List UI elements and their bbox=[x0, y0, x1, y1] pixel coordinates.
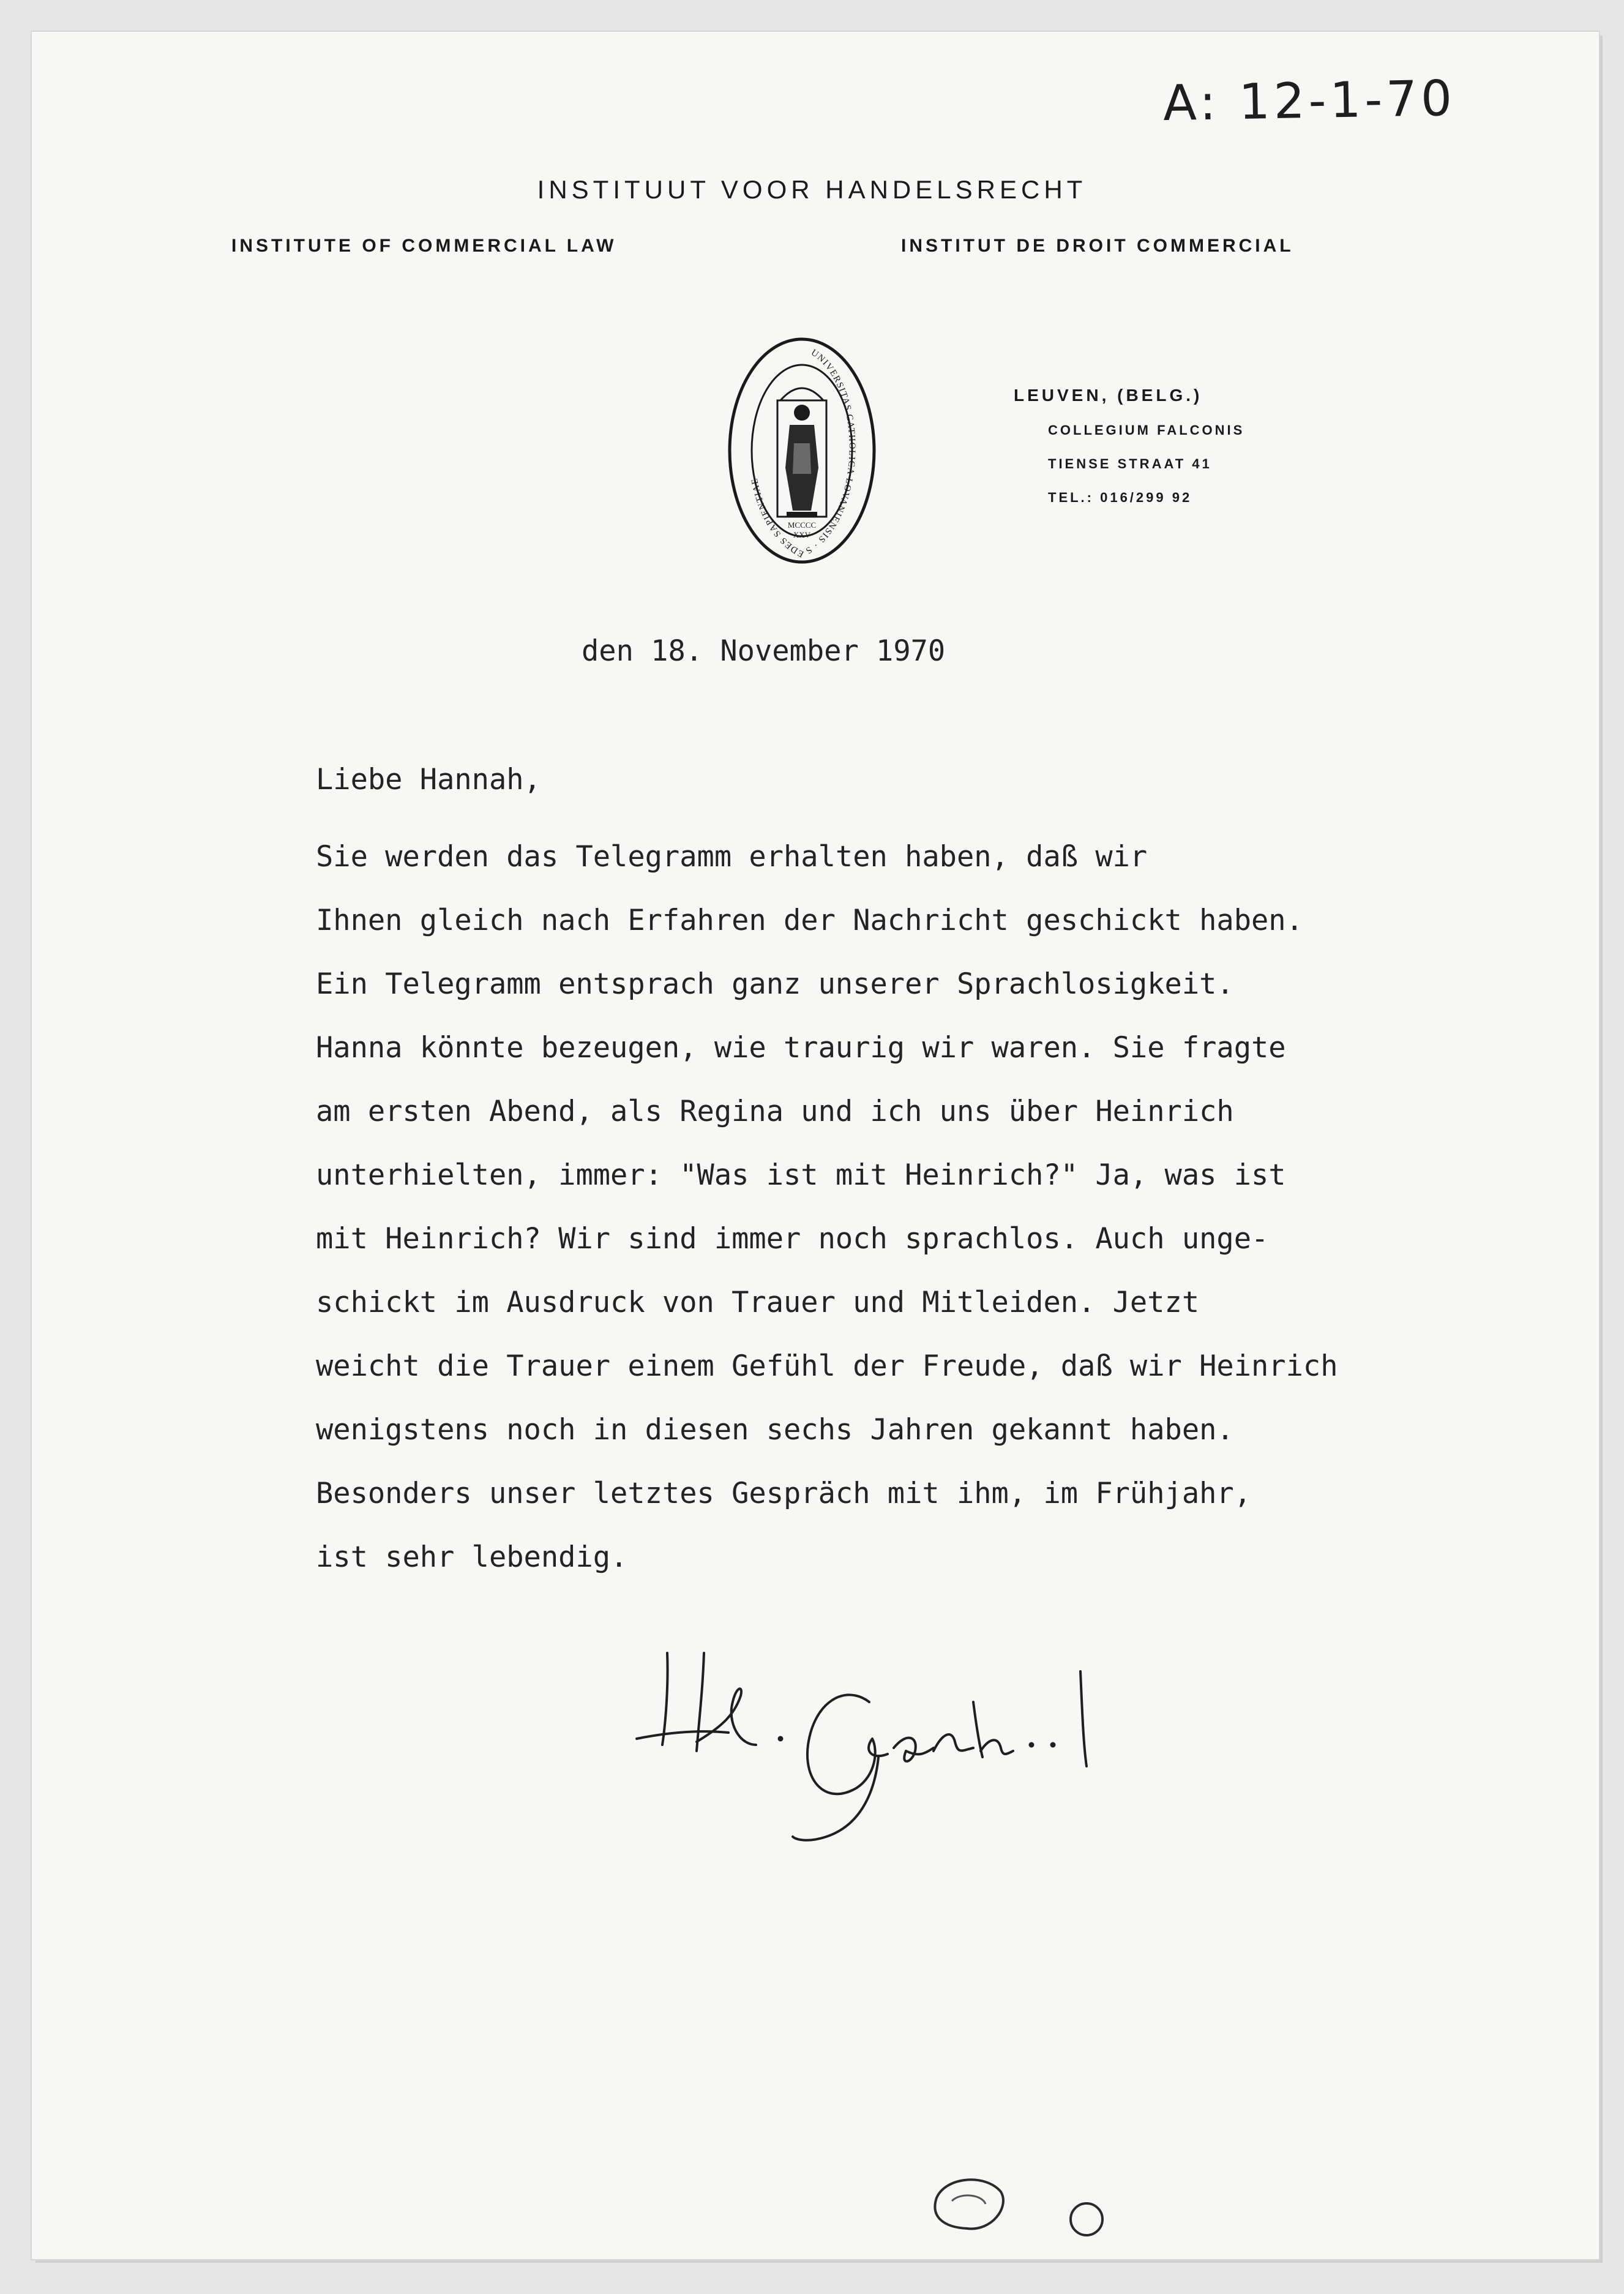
punch-hole bbox=[1065, 2198, 1108, 2241]
svg-text:XXV: XXV bbox=[793, 530, 811, 539]
body-line: mit Heinrich? Wir sind immer noch sprachlos. Auch unge- bbox=[316, 1222, 1269, 1256]
svg-text:UNIVERSITAS CATHOLICA LOVANIEN: UNIVERSITAS CATHOLICA LOVANIENSIS · SEDES SAPIENTIAE bbox=[749, 347, 857, 559]
letter-salutation: Liebe Hannah, bbox=[316, 763, 541, 797]
body-line: wenigstens noch in diesen sechs Jahren gekannt haben. bbox=[316, 1413, 1234, 1447]
letter-date: den 18. November 1970 bbox=[582, 634, 946, 668]
body-line: schickt im Ausdruck von Trauer und Mitleiden. Jetzt bbox=[316, 1286, 1200, 1319]
address-line-1: COLLEGIUM FALCONIS bbox=[1048, 422, 1245, 438]
body-line: Hanna könnte bezeugen, wie traurig wir waren. Sie fragte bbox=[316, 1031, 1286, 1065]
body-line: Ihnen gleich nach Erfahren der Nachricht geschickt haben. bbox=[316, 904, 1303, 937]
address-city: LEUVEN, (BELG.) bbox=[1014, 386, 1203, 405]
body-line: unterhielten, immer: "Was ist mit Heinrich?" Ja, was ist bbox=[316, 1158, 1286, 1192]
letterhead-subtitle-fr: INSTITUT DE DROIT COMMERCIAL bbox=[901, 236, 1294, 256]
letterhead-title: INSTITUUT VOOR HANDELSRECHT bbox=[537, 175, 1087, 204]
address-phone: TEL.: 016/299 92 bbox=[1048, 490, 1192, 505]
university-seal-icon bbox=[725, 333, 878, 568]
letterhead-subtitle-en: INSTITUTE OF COMMERCIAL LAW bbox=[231, 236, 617, 256]
body-line: am ersten Abend, als Regina und ich uns über Heinrich bbox=[316, 1095, 1234, 1128]
body-line: Sie werden das Telegramm erhalten haben, daß wir bbox=[316, 840, 1148, 874]
body-line: weicht die Trauer einem Gefühl der Freude, daß wir Heinrich bbox=[316, 1349, 1338, 1383]
body-line: Besonders unser letztes Gespräch mit ihm, im Frühjahr, bbox=[316, 1477, 1252, 1510]
svg-text:MCCCC: MCCCC bbox=[787, 520, 817, 530]
archive-reference: A: 12-1-70 bbox=[1162, 69, 1456, 132]
handwritten-signature bbox=[631, 1629, 1120, 1873]
address-line-2: TIENSE STRAAT 41 bbox=[1048, 456, 1212, 471]
paper-stain bbox=[918, 2167, 1016, 2241]
body-line: Ein Telegramm entsprach ganz unserer Sprachlosigkeit. bbox=[316, 967, 1234, 1001]
body-line: ist sehr lebendig. bbox=[316, 1540, 628, 1574]
